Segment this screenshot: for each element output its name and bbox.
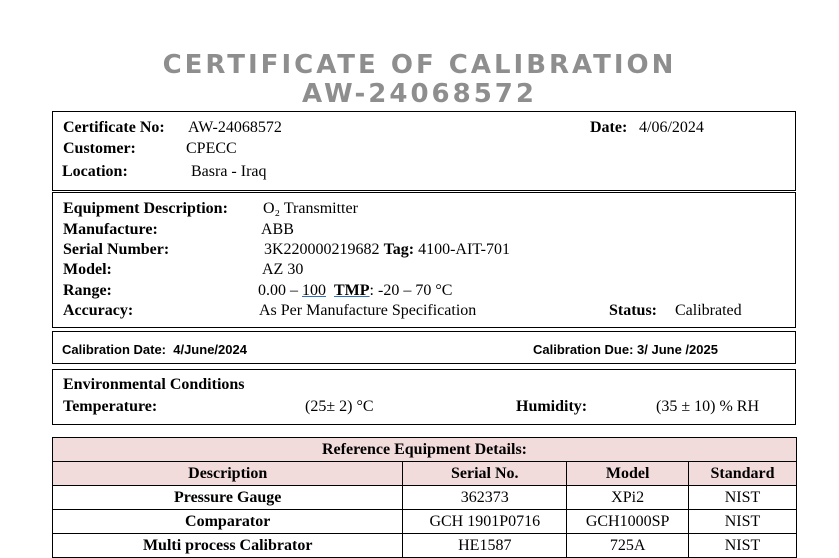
row-standard: NIST [689, 486, 797, 510]
table-row [53, 510, 797, 534]
serial-number-label: Serial Number: [63, 241, 170, 258]
date-label: Date: [590, 119, 628, 136]
column-header-description: Description [53, 462, 403, 486]
row-serial: HE1587 [403, 534, 567, 558]
calibration-date: Calibration Date: 4/June/2024 [62, 342, 247, 357]
location-label: Location: [62, 163, 128, 180]
row-description: Comparator [53, 510, 403, 534]
table-row [53, 534, 797, 558]
humidity-label: Humidity: [516, 398, 588, 415]
model-label: Model: [63, 261, 112, 278]
range-label: Range: [63, 282, 112, 299]
reference-equipment-table [52, 437, 797, 558]
column-header-serial: Serial No. [403, 462, 567, 486]
date-value: 4/06/2024 [639, 119, 704, 136]
row-description: Multi process Calibrator [53, 534, 403, 558]
certificate-title: CERTIFICATE OF CALIBRATION [162, 50, 677, 80]
accuracy-value: As Per Manufacture Specification [259, 302, 477, 319]
calibration-due: Calibration Due: 3/ June /2025 [533, 342, 718, 357]
row-standard: NIST [689, 534, 797, 558]
row-standard: NIST [689, 510, 797, 534]
certificate-number-title: AW-24068572 [302, 79, 537, 109]
reference-title: Reference Equipment Details: [53, 438, 797, 462]
serial-number-value: 3K220000219682 [264, 241, 380, 258]
environment-heading: Environmental Conditions [63, 376, 245, 393]
row-model: 725A [567, 534, 689, 558]
certificate-no-value: AW-24068572 [188, 119, 282, 136]
model-value: AZ 30 [262, 261, 304, 278]
equipment-description-value: O₂ Transmitter [263, 200, 358, 217]
serial-number-value-line [264, 241, 510, 259]
column-header-standard: Standard [689, 462, 797, 486]
certificate-info-box [52, 111, 796, 191]
humidity-value: (35 ± 10) % RH [656, 398, 759, 415]
manufacture-value: ABB [261, 221, 294, 238]
status-value: Calibrated [675, 302, 742, 319]
calibration-dates-box [52, 331, 796, 364]
customer-label: Customer: [63, 140, 136, 157]
reference-title-row [53, 438, 797, 462]
column-header-model: Model [567, 462, 689, 486]
row-model: XPi2 [567, 486, 689, 510]
row-description: Pressure Gauge [53, 486, 403, 510]
row-serial: 362373 [403, 486, 567, 510]
tag-value: 4100-AIT-701 [418, 241, 510, 258]
equipment-description-label: Equipment Description: [63, 200, 228, 217]
reference-header-row [53, 462, 797, 486]
row-serial: GCH 1901P0716 [403, 510, 567, 534]
range-prefix: 0.00 – [258, 282, 302, 299]
certificate-no-label: Certificate No: [63, 119, 165, 136]
accuracy-label: Accuracy: [63, 302, 134, 319]
row-model: GCH1000SP [567, 510, 689, 534]
equipment-box [52, 192, 796, 328]
location-value: Basra - Iraq [191, 163, 267, 180]
tmp-value: : -20 – 70 °C [369, 282, 453, 299]
temperature-value: (25± 2) °C [305, 398, 374, 415]
tmp-label: TMP [334, 282, 370, 299]
range-max: 100 [302, 282, 326, 299]
customer-value: CPECC [186, 140, 237, 157]
temperature-label: Temperature: [63, 398, 158, 415]
range-value-line [258, 282, 452, 300]
status-label: Status: [609, 302, 658, 319]
manufacture-label: Manufacture: [63, 221, 158, 238]
environment-box [52, 369, 796, 425]
tag-label: Tag: [383, 241, 415, 258]
table-row [53, 486, 797, 510]
